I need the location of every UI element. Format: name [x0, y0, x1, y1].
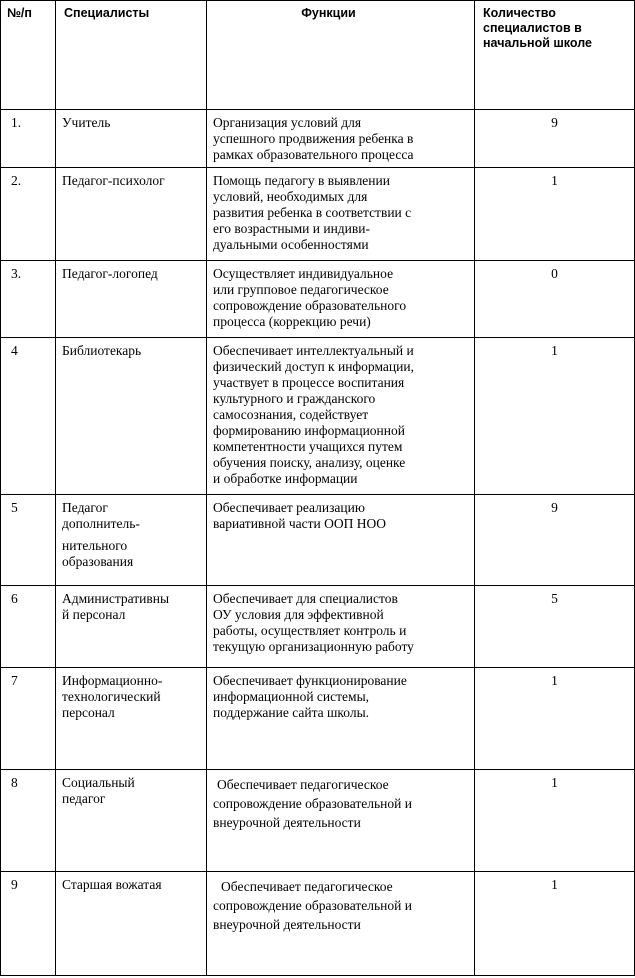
function-line: формированию информационной — [213, 423, 405, 438]
function-line: культурного и гражданского — [213, 391, 376, 406]
header-num: №/п — [1, 1, 56, 110]
row-specialist — [56, 586, 207, 668]
function-line: информационной системы, — [213, 689, 370, 704]
header-count-line: начальной школе — [483, 36, 592, 50]
function-line: вариативной части ООП НОО — [213, 516, 387, 531]
table-row — [1, 586, 635, 668]
row-num: 6 — [1, 586, 56, 668]
row-functions — [207, 495, 475, 586]
row-functions — [207, 261, 475, 338]
row-count: 1 — [475, 668, 635, 770]
row-num: 2. — [1, 168, 56, 261]
specialist-line: Учитель — [62, 115, 111, 130]
row-specialist — [56, 872, 207, 976]
specialist-line: Педагог-психолог — [62, 173, 165, 188]
function-line: Обеспечивает функционирование — [213, 673, 407, 688]
function-line: и обработке информации — [213, 471, 358, 486]
specialist-line: Педагог-логопед — [62, 266, 158, 281]
function-line: сопровождение образовательного — [213, 298, 407, 313]
specialist-line: й персонал — [62, 607, 126, 622]
row-count: 1 — [475, 168, 635, 261]
specialist-line: образования — [62, 554, 134, 569]
header-count-line: Количество — [483, 6, 556, 20]
row-functions — [207, 338, 475, 495]
function-line: или групповое педагогическое — [213, 282, 389, 297]
row-count: 9 — [475, 110, 635, 168]
function-line: работы, осуществляет контроль и — [213, 623, 407, 638]
specialist-line: нительного — [62, 538, 128, 553]
function-line: рамках образовательного процесса — [213, 147, 414, 162]
table-row — [1, 770, 635, 872]
row-num: 7 — [1, 668, 56, 770]
specialist-line: Педагог — [62, 500, 108, 515]
row-functions — [207, 110, 475, 168]
specialist-line: Административны — [62, 591, 170, 606]
function-line: Помощь педагогу в выявлении — [213, 173, 390, 188]
table-row — [1, 495, 635, 586]
row-count: 1 — [475, 872, 635, 976]
function-line: внеурочной деятельности — [213, 917, 361, 932]
header-row — [1, 1, 635, 110]
function-line: дуальными особенностями — [213, 237, 369, 252]
function-line: участвует в процессе воспитания — [213, 375, 405, 390]
row-count: 0 — [475, 261, 635, 338]
function-line: развития ребенка в соответствии с — [213, 205, 412, 220]
table-row — [1, 261, 635, 338]
table-row — [1, 110, 635, 168]
function-line: условий, необходимых для — [213, 189, 368, 204]
function-line: процесса (коррекцию речи) — [213, 314, 371, 329]
row-specialist — [56, 338, 207, 495]
function-line: успешного продвижения ребенка в — [213, 131, 414, 146]
function-line: физический доступ к информации, — [213, 359, 414, 374]
header-functions: Функции — [207, 1, 475, 110]
function-line: Обеспечивает для специалистов — [213, 591, 398, 606]
function-line: текущую организационную работу — [213, 639, 414, 654]
row-functions — [207, 168, 475, 261]
specialist-line: педагог — [62, 791, 106, 806]
row-num: 8 — [1, 770, 56, 872]
row-num: 4 — [1, 338, 56, 495]
function-line: Осуществляет индивидуальное — [213, 266, 394, 281]
row-specialist — [56, 110, 207, 168]
function-line: его возрастными и индиви- — [213, 221, 370, 236]
function-line: Организация условий для — [213, 115, 362, 130]
row-count: 1 — [475, 338, 635, 495]
function-line: Обеспечивает педагогическое — [221, 879, 393, 894]
specialist-line: технологический — [62, 689, 161, 704]
header-count — [475, 1, 635, 110]
specialist-line: Библиотекарь — [62, 343, 142, 358]
specialist-line: персонал — [62, 705, 115, 720]
row-num: 1. — [1, 110, 56, 168]
row-specialist — [56, 770, 207, 872]
table-row — [1, 338, 635, 495]
function-line: внеурочной деятельности — [213, 815, 361, 830]
function-line: ОУ условия для эффективной — [213, 607, 384, 622]
row-functions — [207, 668, 475, 770]
function-line: поддержание сайта школы. — [213, 705, 370, 720]
function-line: обучения поиску, анализу, оценке — [213, 455, 406, 470]
function-line: Обеспечивает реализацию — [213, 500, 365, 515]
row-count: 1 — [475, 770, 635, 872]
row-num: 5 — [1, 495, 56, 586]
table-row — [1, 872, 635, 976]
table-row — [1, 668, 635, 770]
function-line: Обеспечивает интеллектуальный и — [213, 343, 414, 358]
function-line: самосознания, содействует — [213, 407, 369, 422]
specialist-line: дополнитель- — [62, 516, 140, 531]
row-count: 9 — [475, 495, 635, 586]
header-specialist: Специалисты — [56, 1, 207, 110]
row-specialist — [56, 168, 207, 261]
specialist-line: Социальный — [62, 775, 135, 790]
row-specialist — [56, 261, 207, 338]
table-row — [1, 168, 635, 261]
function-line: сопровождение образовательной и — [213, 796, 412, 811]
specialist-line: Старшая вожатая — [62, 877, 162, 892]
row-specialist — [56, 495, 207, 586]
row-functions — [207, 770, 475, 872]
specialist-line: Информационно- — [62, 673, 163, 688]
row-num: 3. — [1, 261, 56, 338]
header-count-line: специалистов в — [483, 21, 582, 35]
function-line: Обеспечивает педагогическое — [217, 777, 389, 792]
function-line: компетентности учащихся путем — [213, 439, 403, 454]
function-line: сопровождение образовательной и — [213, 898, 412, 913]
row-num: 9 — [1, 872, 56, 976]
row-functions — [207, 872, 475, 976]
row-functions — [207, 586, 475, 668]
row-specialist — [56, 668, 207, 770]
row-count: 5 — [475, 586, 635, 668]
